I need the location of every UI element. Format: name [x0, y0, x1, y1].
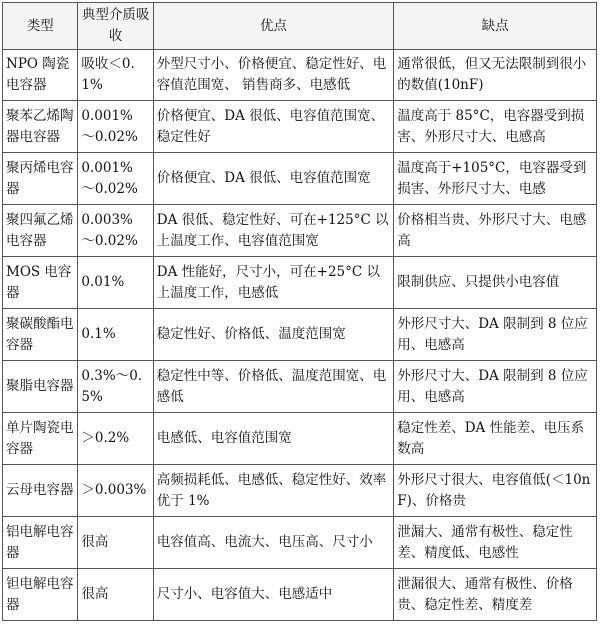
cell-absorption: ＞0.003% — [78, 465, 153, 517]
cell-pros: 尺寸小、电容值大、电感适中 — [153, 569, 393, 621]
cell-type: NPO 陶瓷电容器 — [3, 50, 78, 101]
cell-absorption: 吸收＜0.1% — [78, 50, 153, 101]
table-header — [3, 3, 597, 50]
cell-type: 聚碳酸酯电容器 — [3, 309, 78, 361]
table-body — [3, 50, 597, 621]
cell-cons: 通常很低，但又无法限制到很小的数值(10nF) — [394, 50, 597, 101]
header-pros: 优点 — [153, 3, 393, 50]
cell-cons: 外形尺寸大、DA 限制到 8 位应用、电感高 — [394, 309, 597, 361]
table-row — [3, 153, 597, 205]
cell-absorption: 0.003% ～0.02% — [78, 205, 153, 257]
cell-type: 聚四氟乙烯电容器 — [3, 205, 78, 257]
cell-absorption: 0.001% ～0.02% — [78, 101, 153, 153]
cell-cons: 外形尺寸很大、电容值低(＜10nF)、价格贵 — [394, 465, 597, 517]
cell-absorption: 0.01% — [78, 257, 153, 309]
table-row — [3, 309, 597, 361]
cell-cons: 稳定性差、DA 性能差、电压系数高 — [394, 413, 597, 465]
cell-pros: 价格便宜、DA 很低、电容值范围宽 — [153, 153, 393, 205]
table-row — [3, 50, 597, 101]
cell-cons: 泄漏很大、通常有极性、价格贵、稳定性差、精度差 — [394, 569, 597, 621]
table-row — [3, 205, 597, 257]
cell-cons: 温度高于 85°C，电容器受到损害、外形尺寸大、电感高 — [394, 101, 597, 153]
table-row — [3, 413, 597, 465]
cell-type: 云母电容器 — [3, 465, 78, 517]
cell-pros: 电感低、电容值范围宽 — [153, 413, 393, 465]
cell-pros: DA 性能好，尺寸小，可在+25°C 以上温度工作，电感低 — [153, 257, 393, 309]
cell-pros: 外型尺寸小、价格便宜、稳定性好、电容值范围宽、 销售商多、电感低 — [153, 50, 393, 101]
table-row — [3, 101, 597, 153]
cell-cons: 外形尺寸大、DA 限制到 8 位应用、电感高 — [394, 361, 597, 413]
cell-absorption: ＞0.2% — [78, 413, 153, 465]
cell-cons: 泄漏大、通常有极性、稳定性差、精度低、电感性 — [394, 517, 597, 569]
table-row — [3, 361, 597, 413]
cell-cons: 价格相当贵、外形尺寸大、电感高 — [394, 205, 597, 257]
table-row — [3, 465, 597, 517]
cell-pros: 高频损耗低、电感低、稳定性好、效率优于 1% — [153, 465, 393, 517]
cell-type: 单片陶瓷电容器 — [3, 413, 78, 465]
cell-pros: 电容值高、电流大、电压高、尺寸小 — [153, 517, 393, 569]
cell-type: 聚丙烯电容器 — [3, 153, 78, 205]
cell-cons: 温度高于+105°C，电容器受到损害、外形尺寸大、电感 — [394, 153, 597, 205]
capacitor-comparison-table — [2, 2, 597, 621]
table-row — [3, 257, 597, 309]
cell-type: 聚苯乙烯陶器电容器 — [3, 101, 78, 153]
cell-type: 铝电解电容器 — [3, 517, 78, 569]
cell-absorption: 0.1% — [78, 309, 153, 361]
table-row — [3, 517, 597, 569]
cell-pros: 稳定性好、价格低、温度范围宽 — [153, 309, 393, 361]
cell-cons: 限制供应、只提供小电容值 — [394, 257, 597, 309]
cell-absorption: 0.3%～0.5% — [78, 361, 153, 413]
cell-type: 聚脂电容器 — [3, 361, 78, 413]
cell-absorption: 很高 — [78, 517, 153, 569]
header-absorption: 典型介质吸收 — [78, 3, 153, 50]
cell-pros: 稳定性中等、价格低、温度范围宽、电感低 — [153, 361, 393, 413]
cell-pros: DA 很低、稳定性好、可在+125°C 以上温度工作、电容值范围宽 — [153, 205, 393, 257]
cell-type: 钽电解电容器 — [3, 569, 78, 621]
cell-type: MOS 电容器 — [3, 257, 78, 309]
cell-absorption: 很高 — [78, 569, 153, 621]
table-row — [3, 569, 597, 621]
cell-pros: 价格便宜、DA 很低、电容值范围宽、稳定性好 — [153, 101, 393, 153]
cell-absorption: 0.001% ～0.02% — [78, 153, 153, 205]
document-page — [2, 2, 597, 621]
header-row — [3, 3, 597, 50]
header-type: 类型 — [3, 3, 78, 50]
header-cons: 缺点 — [394, 3, 597, 50]
